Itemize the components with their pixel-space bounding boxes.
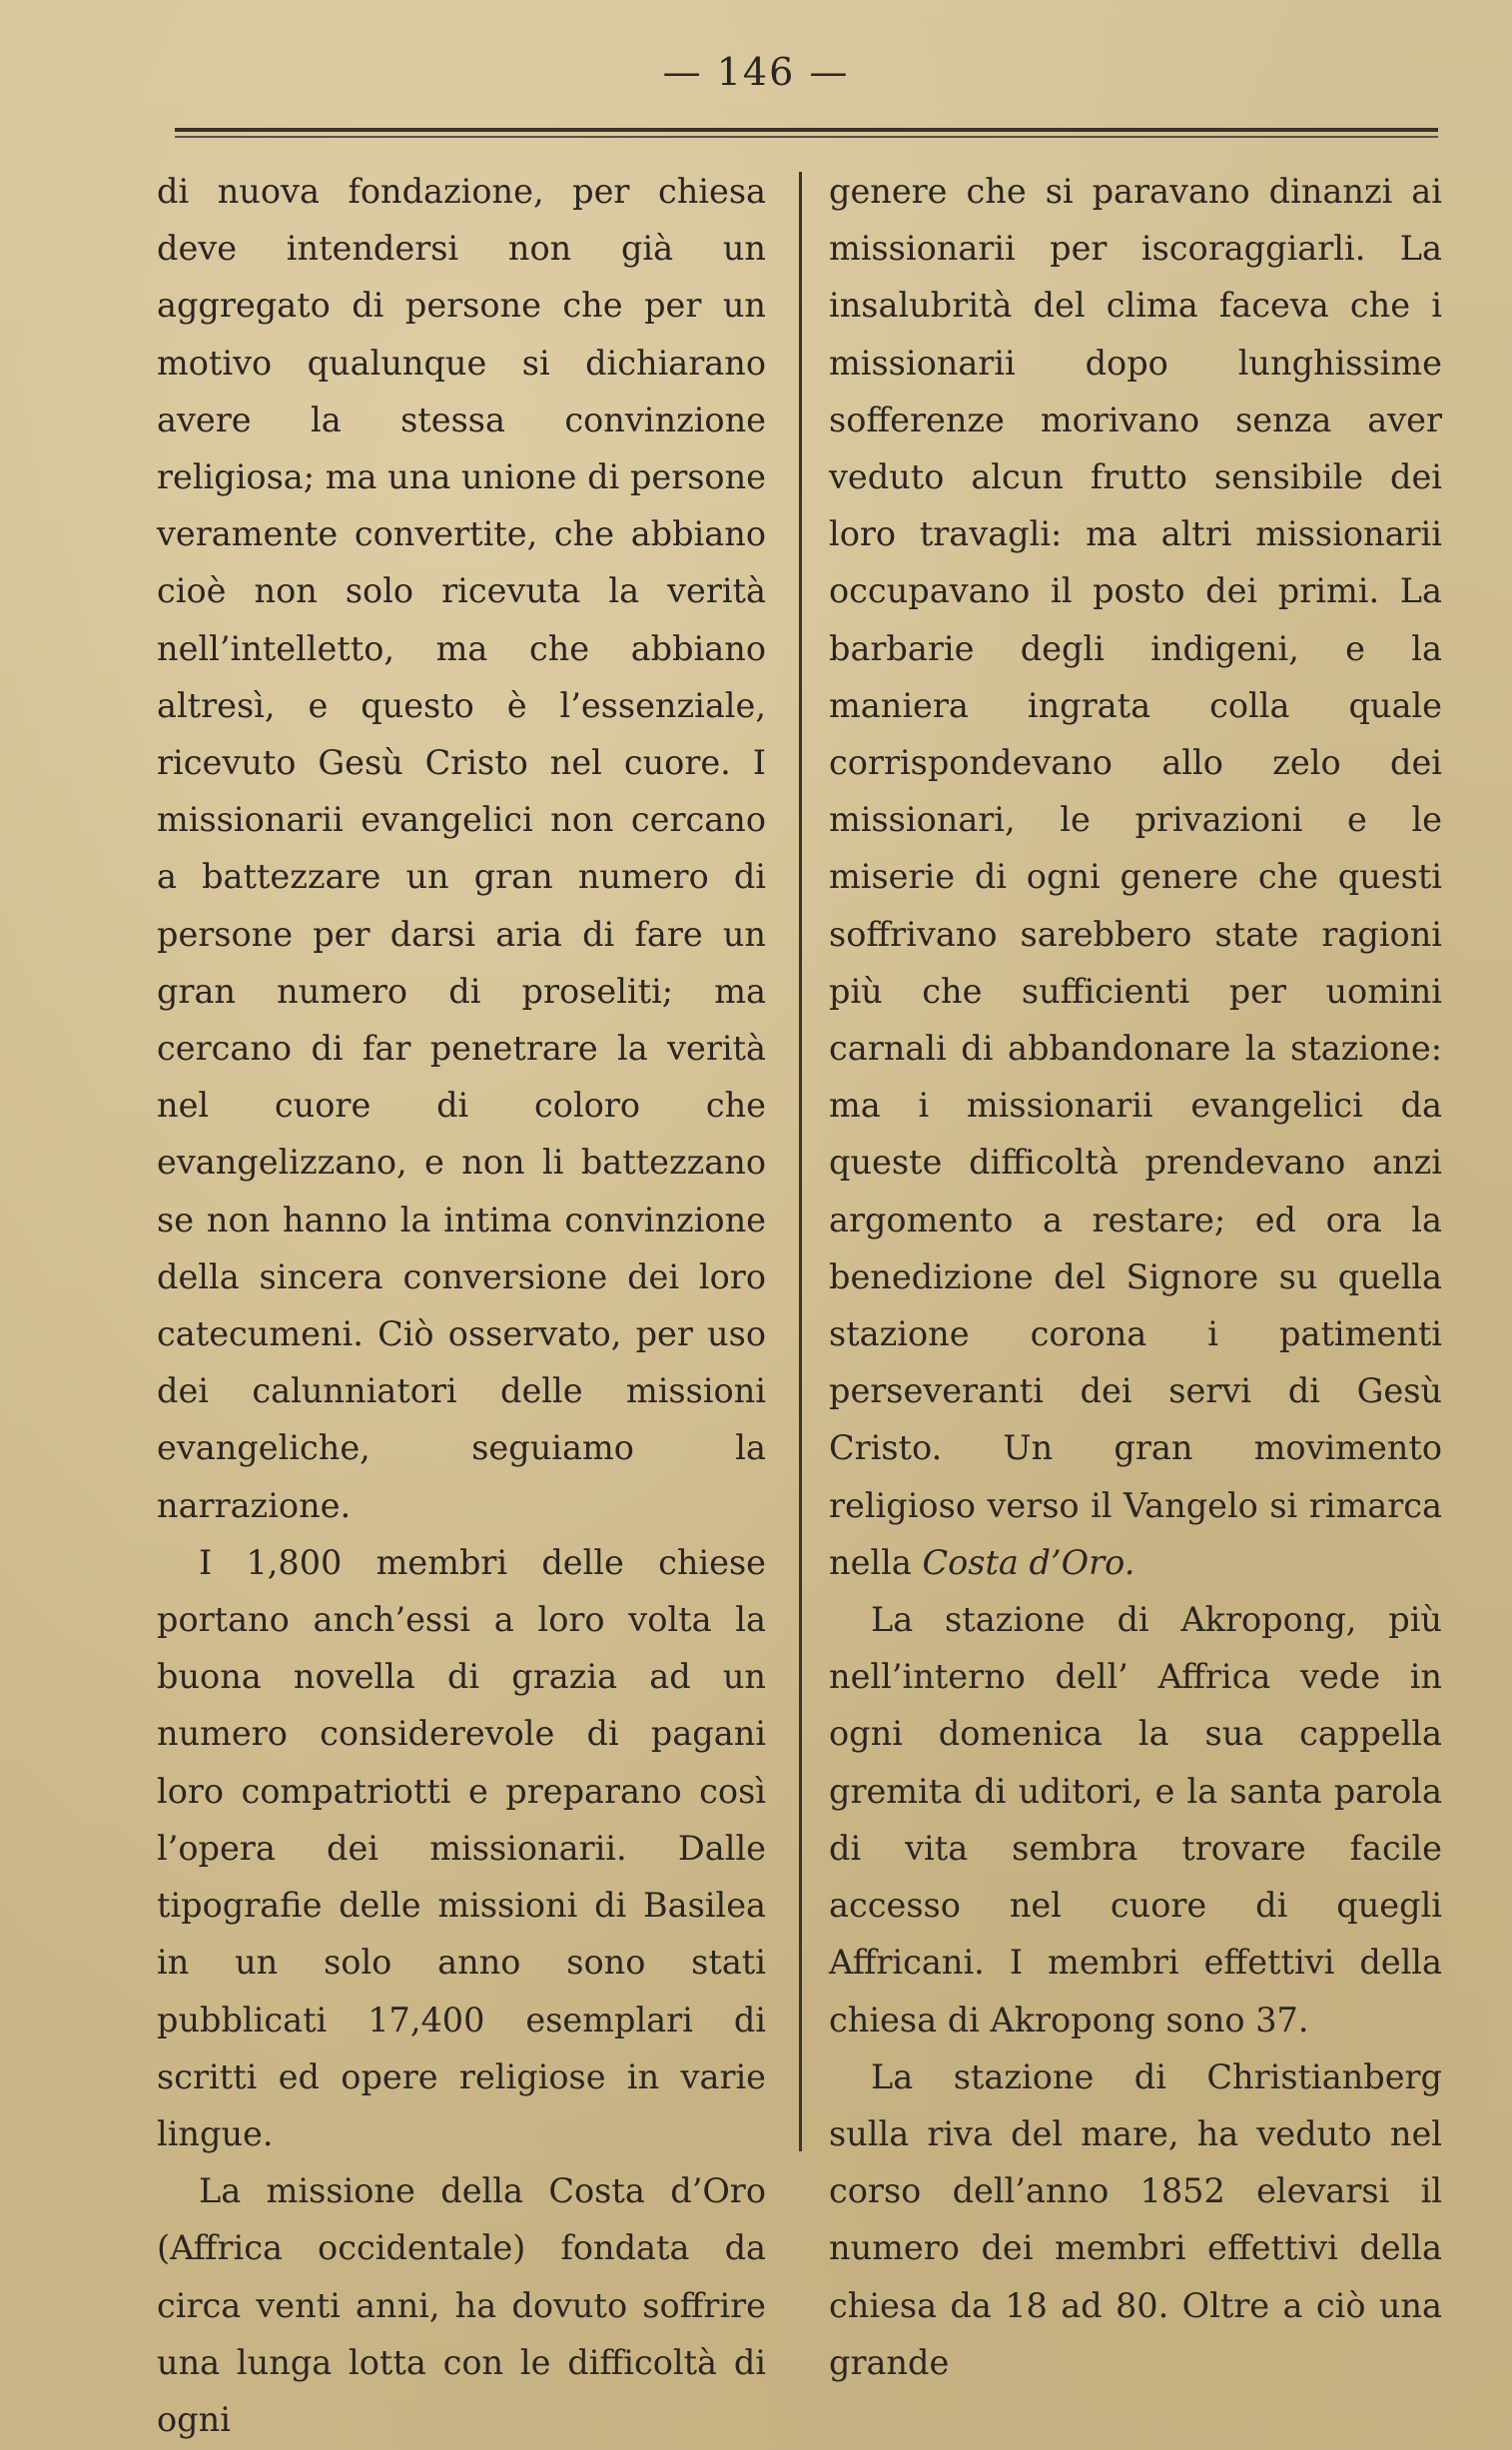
right-column xyxy=(829,163,1442,2391)
left-paragraph-2: I 1,800 membri delle chiese portano anch’essi a loro volta la buona novella di grazia ad un numero considerevole di pagani loro compatriotti e preparano così l’opera dei missionarii. Dalle tipografie delle missioni di Basilea in un solo anno sono stati pubblicati 17,400 esemplari di scritti ed opere religiose in varie lingue. xyxy=(157,1542,766,2153)
left-paragraph-3: La missione della Costa d’Oro (Affrica occidentale) fondata da circa venti anni, ha dovuto soffrire una lunga lotta con le difficoltà di ogni xyxy=(157,2171,766,2439)
header-rule-thin xyxy=(175,136,1438,138)
column-divider xyxy=(799,172,802,2151)
page-number: — 146 — xyxy=(662,50,850,94)
header-rule xyxy=(175,128,1438,132)
right-paragraph-1-text: genere che si paravano dinanzi ai missionarii per iscoraggiarli. La insalubrità del clima faceva che i missionarii dopo lunghissime sofferenze morivano senza aver veduto alcun frutto sensibile dei loro travagli: ma altri missionarii occupavano il posto dei primi. La barbarie degli indigeni, e la maniera ingrata colla quale corrispondevano allo zelo dei missionari, le privazioni e le miserie di ogni genere che questi soffrivano sarebbero state ragioni più che sufficienti per uomini carnali di abbandonare la stazione: ma i missionarii evangelici da queste difficoltà prendevano anzi argomento a restare; ed ora la benedizione del Signore su quella stazione corona i patimenti perseveranti dei servi di Gesù Cristo. Un gran movimento religioso verso il Vangelo si rimarca nella xyxy=(829,172,1442,1582)
left-column xyxy=(157,163,766,2448)
right-paragraph-1-italic: Costa d’Oro. xyxy=(922,1542,1135,1582)
right-paragraph-1 xyxy=(829,163,1442,1591)
right-paragraph-2: La stazione di Akropong, più nell’interno dell’ Affrica vede in ogni domenica la sua cappella gremita di uditori, e la santa parola di vita sembra trovare facile accesso nel cuore di quegli Affricani. I membri effettivi della chiesa di Akropong sono 37. xyxy=(829,1600,1442,2040)
right-paragraph-3: La stazione di Christianberg sulla riva del mare, ha veduto nel corso dell’anno 1852 elevarsi il numero dei membri effettivi della chiesa da 18 ad 80. Oltre a ciò una grande xyxy=(829,2056,1442,2382)
left-paragraph-1: di nuova fondazione, per chiesa deve intendersi non già un aggregato di persone che per un motivo qualunque si dichiarano avere la stessa convinzione religiosa; ma una unione di persone veramente convertite, che abbiano cioè non solo ricevuta la verità nell’intelletto, ma che abbiano altresì, e questo è l’essenziale, ricevuto Gesù Cristo nel cuore. I missionarii evangelici non cercano a battezzare un gran numero di persone per darsi aria di fare un gran numero di proseliti; ma cercano di far penetrare la verità nel cuore di coloro che evangelizzano, e non li battezzano se non hanno la intima convinzione della sincera conversione dei loro catecumeni. Ciò osservato, per uso dei calunniatori delle missioni evangeliche, seguiamo la narrazione. xyxy=(157,172,766,1525)
